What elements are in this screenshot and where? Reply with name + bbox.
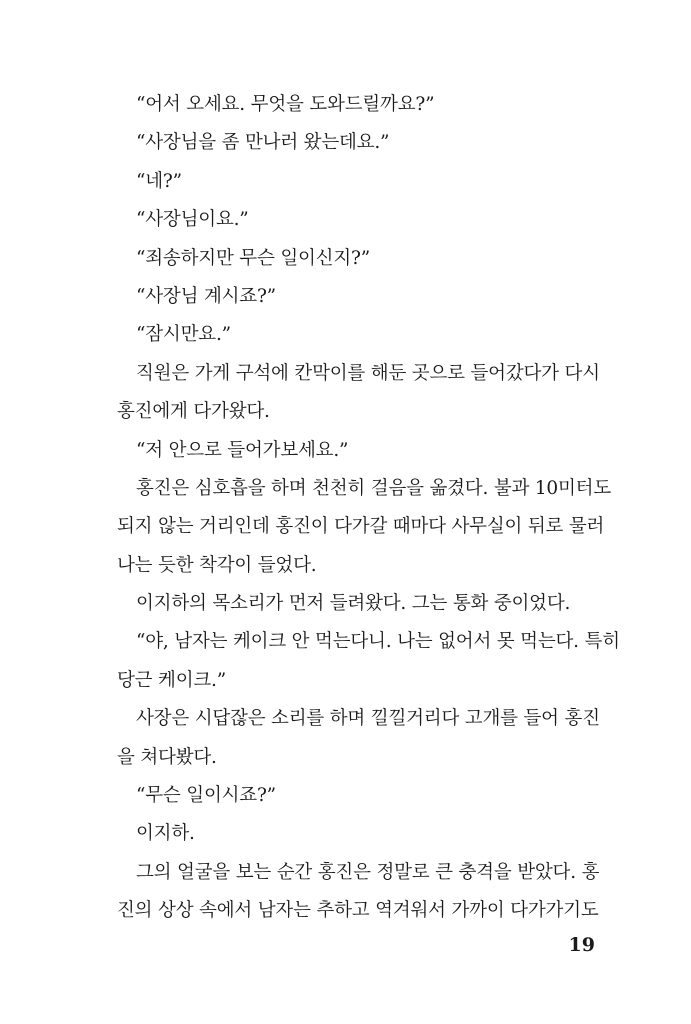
text-line: 나는 듯한 착각이 들었다. [117, 554, 317, 576]
text-line: “사장님을 좀 만나러 왔는데요.” [136, 132, 390, 154]
text-line: 진의 상상 속에서 남자는 추하고 역겨워서 가까이 다가가기도 [117, 900, 599, 922]
body-text [117, 86, 620, 931]
text-line: “사장님이요.” [136, 209, 249, 231]
text-line: “사장님 계시죠?” [136, 285, 276, 307]
text-line: 사장은 시답잖은 소리를 하며 낄낄거리다 고개를 들어 홍진 [136, 708, 600, 730]
text-line: “무슨 일이시죠?” [136, 785, 276, 807]
page-number: 19 [568, 934, 595, 956]
text-line: 그의 얼굴을 보는 순간 홍진은 정말로 큰 충격을 받았다. 홍 [136, 861, 600, 883]
text-line: “저 안으로 들어가보세요.” [136, 439, 349, 461]
text-line: “야, 남자는 케이크 안 먹는다니. 나는 없어서 못 먹는다. 특히 [136, 631, 620, 653]
text-line: “어서 오세요. 무엇을 도와드릴까요?” [136, 94, 435, 115]
text-line: 을 쳐다봤다. [117, 746, 217, 768]
text-line: 이지하. [136, 823, 195, 845]
text-line: “네?” [136, 170, 182, 192]
text-line: 직원은 가게 구석에 칸막이를 해둔 곳으로 들어갔다가 다시 [136, 362, 600, 384]
text-line: “죄송하지만 무슨 일이신지?” [136, 247, 370, 269]
text-line: 홍진에게 다가왔다. [117, 401, 270, 423]
text-line: 당근 케이크.” [117, 669, 226, 691]
text-line: 되지 않는 거리인데 홍진이 다가갈 때마다 사무실이 뒤로 물러 [117, 516, 605, 538]
text-line: “잠시만요.” [136, 324, 231, 346]
text-line: 홍진은 심호흡을 하며 천천히 걸음을 옮겼다. 불과 10미터도 [136, 477, 612, 499]
text-line: 이지하의 목소리가 먼저 들려왔다. 그는 통화 중이었다. [136, 593, 571, 615]
